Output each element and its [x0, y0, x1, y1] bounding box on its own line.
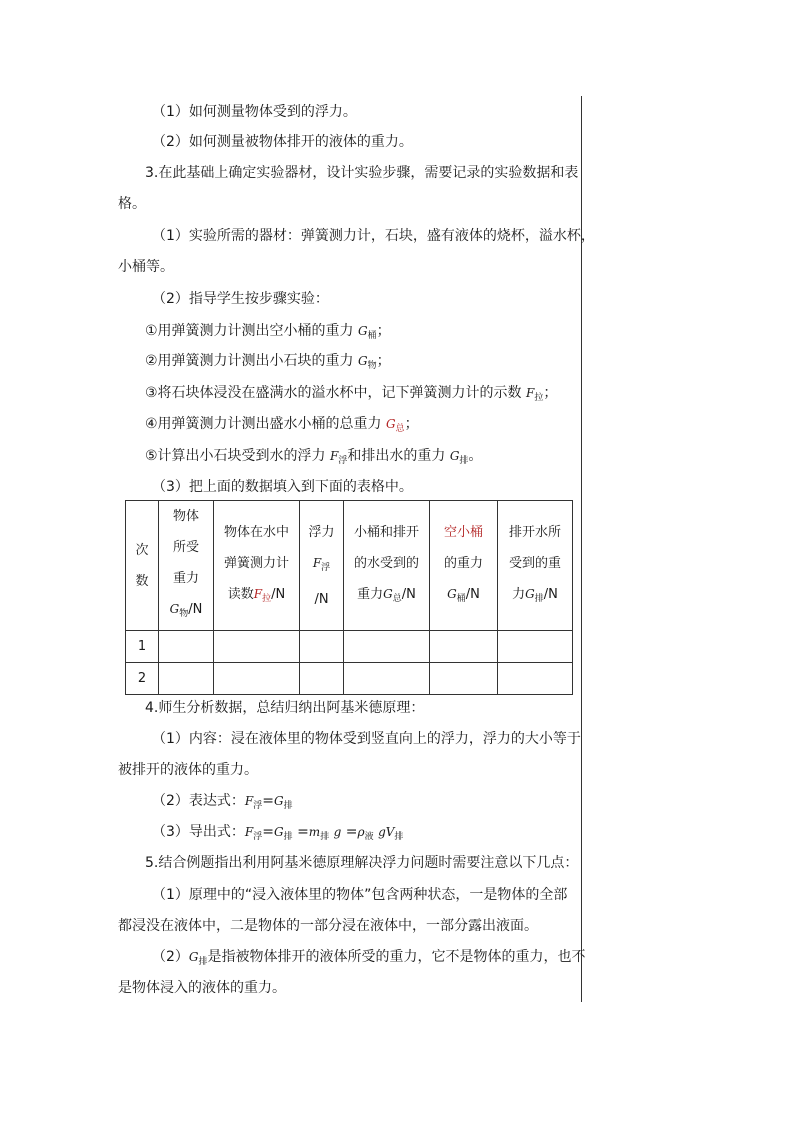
table-cell: [214, 631, 300, 663]
step-2: ②用弹簧测力计测出小石块的重力 $G_物$；: [145, 353, 391, 371]
table-row: [126, 663, 573, 695]
step-4: ④用弹簧测力计测出盛水小桶的总重力 $G_总$；: [145, 416, 419, 434]
guide-steps: （2）指导学生按步骤实验：: [152, 291, 329, 307]
table-cell: [159, 663, 214, 695]
header-displaced-water-weight: 排开水所 受到的重 力$G_排/N$: [498, 501, 573, 631]
note2-line1: $(2)G_排$是指被物体排开的液体所受的重力，它不是物体的重力，也不: [152, 949, 586, 967]
derived-expression: （3）导出式：$F_浮=G_排 =m_排$ $g =\rho_液$ $gV_排$: [152, 824, 404, 842]
notes-heading: 5.结合例题指出利用阿基米德原理解决浮力问题时需要注意以下几点：: [145, 855, 579, 871]
table-cell: [498, 631, 573, 663]
content-line1: （1）内容：浸在液体里的物体受到竖直向上的浮力，浮力的大小等于: [152, 731, 581, 747]
step3-line1: 3.在此基础上确定实验器材，设计实验步骤，需要记录的实验数据和表: [145, 165, 579, 181]
step-1: ①用弹簧测力计测出空小桶的重力 $G_桶$；: [145, 323, 391, 341]
table-header-row: [126, 501, 573, 631]
question-1: （1）如何测量物体受到的浮力。: [152, 104, 357, 120]
header-empty-bucket-weight: 空小桶 的重力 $G_桶/N$: [430, 501, 498, 631]
note1-line2: 都浸没在液体中，二是物体的一部分浸在液体中，一部分露出液面。: [118, 918, 538, 934]
header-buoyancy: 浮力 $F_浮$ /N: [300, 501, 344, 631]
table-cell: [344, 663, 430, 695]
note1-line1: （1）原理中的“浸入液体里的物体”包含两种状态，一是物体的全部: [152, 887, 568, 903]
header-object-weight: 物体 所受 重力 $G_物/N$: [159, 501, 214, 631]
materials-line1: （1）实验所需的器材：弹簧测力计，石块，盛有液体的烧杯，溢水杯，: [152, 228, 595, 244]
fill-table-instruction: （3）把上面的数据填入到下面的表格中。: [152, 479, 413, 495]
table-cell: [344, 631, 430, 663]
question-2: （2）如何测量被物体排开的液体的重力。: [152, 134, 413, 150]
step3-line2: 格。: [118, 196, 146, 212]
table-cell: [300, 663, 344, 695]
materials-line2: 小桶等。: [118, 259, 174, 275]
header-bucket-water-weight: 小桶和排开 的水受到的 重力$G_总/N$: [344, 501, 430, 631]
table-cell: [300, 631, 344, 663]
step-3: ③将石块体浸没在盛满水的溢水杯中，记下弹簧测力计的示数 $F_拉$；: [145, 385, 558, 403]
table-row: [126, 631, 573, 663]
header-count: 次 数: [126, 501, 159, 631]
analysis-heading: 4.师生分析数据，总结归纳出阿基米德原理：: [145, 700, 425, 716]
table-cell: [498, 663, 573, 695]
header-scale-reading: 物体在水中 弹簧测力计 读数$F_拉/N$: [214, 501, 300, 631]
step-5: ⑤计算出小石块受到水的浮力 $F_浮$和排出水的重力 $G_排$。: [145, 448, 483, 466]
data-table: [125, 500, 573, 695]
content-line2: 被排开的液体的重力。: [118, 762, 258, 778]
row-number: 1: [126, 631, 159, 663]
table-cell: [430, 631, 498, 663]
expression: （2）表达式：$F_浮=G_排$: [152, 793, 293, 811]
note2-line2: 是物体浸入的液体的重力。: [118, 980, 286, 996]
table-cell: [159, 631, 214, 663]
table-cell: [214, 663, 300, 695]
row-number: 2: [126, 663, 159, 695]
table-cell: [430, 663, 498, 695]
